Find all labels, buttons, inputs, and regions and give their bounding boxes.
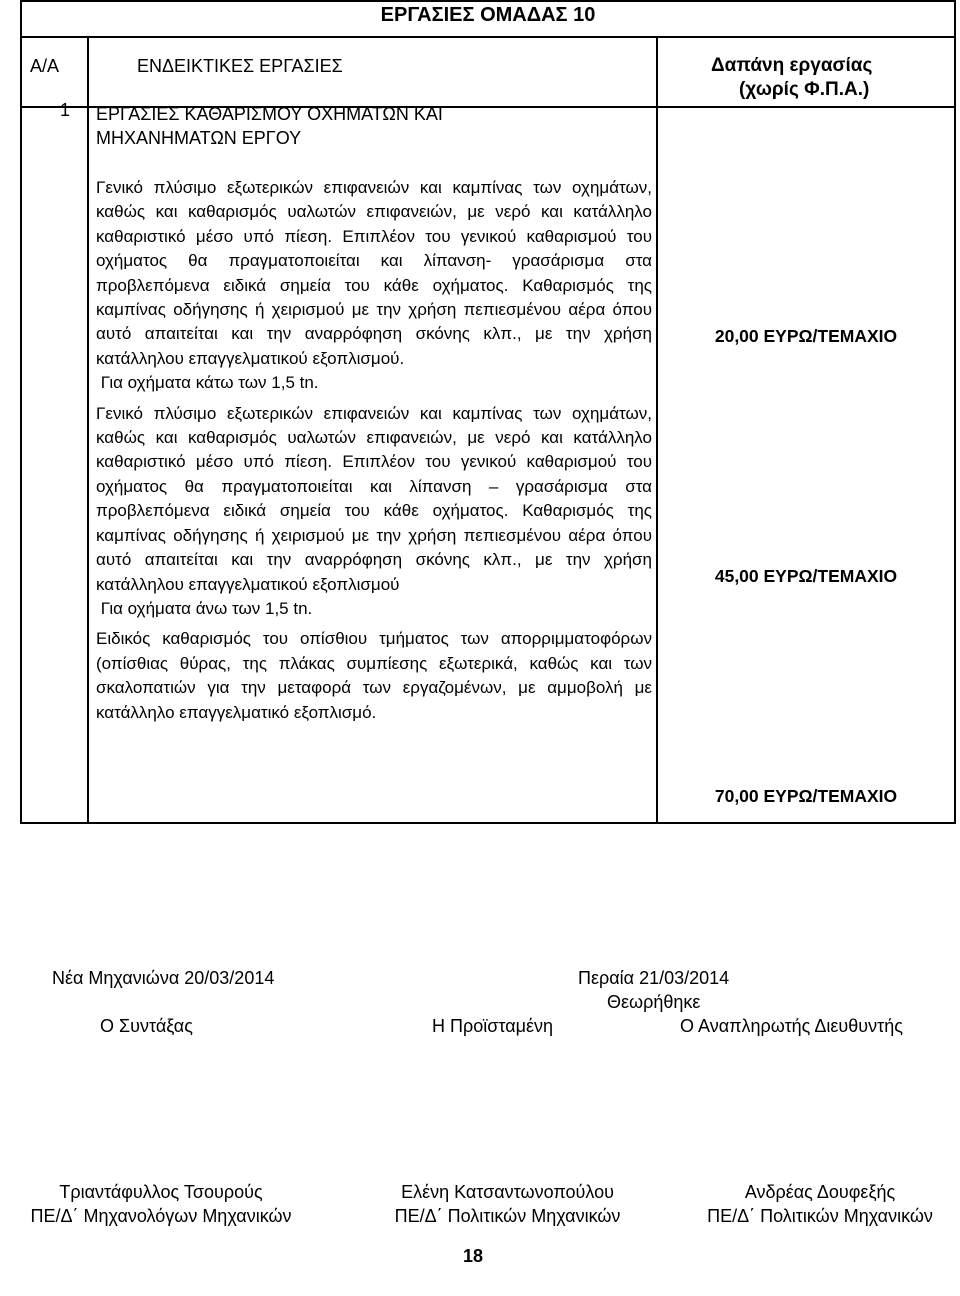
role-author: Ο Συντάξας [100, 1016, 193, 1036]
price-item-1: 20,00 ΕΥΡΩ/ΤΕΜΑΧΙΟ [714, 326, 898, 346]
reviewed-label: Θεωρήθηκε [607, 992, 701, 1012]
items-cell [88, 172, 657, 823]
header-cost-cell [657, 37, 955, 107]
page-number: 18 [462, 1246, 484, 1266]
group-title-cell [88, 104, 657, 172]
title-head: ΠΕ/Δ΄ Πολιτικών Μηχανικών [394, 1206, 621, 1226]
place-date-right: Περαία 21/03/2014 [578, 968, 730, 988]
item-2-description: Γενικό πλύσιμο εξωτερικών επιφανειών και καμπίνας των οχημάτων, καθώς και καθαρισμός υαλωτών επιφανειών, με νερό και κατάλληλο καθαριστικό μέσο υπό πίεση. Επιπλέον του γενικού καθαρισμού του οχήματος θα πραγματοποιείται και λίπανση – γρασάρισμα στα προβλεπόμενα ειδικά σημεία του κάθε οχήματος. Καθαρισμός της καμπίνας οδήγησης ή χειρισμού με την χρήση πεπιεσμένου αέρα όπου αυτό απαιτείται και την αναρρόφηση σκόνης κλπ., με την χρήση κατάλληλου επαγγελματικού εξοπλισμού [96, 403, 652, 594]
group-number-cell [21, 100, 88, 823]
item-1-description: Γενικό πλύσιμο εξωτερικών επιφανειών και καμπίνας των οχημάτων, καθώς και καθαρισμός υαλωτών επιφανειών, με νερό και κατάλληλο καθαριστικό μέσο υπό πίεση. Επιπλέον του γενικού καθαρισμού του οχήματος θα πραγματοποιείται και λίπανση- γρασάρισμα στα προβλεπόμενα ειδικά σημεία του κάθε οχήματος. Καθαρισμός της καμπίνας οδήγησης ή χειρισμού με την χρήση πεπιεσμένου αέρα όπου αυτό απαιτείται και την αναρρόφηση σκόνης κλπ., με την χρήση κατάλληλου επαγγελματικού εξοπλισμού. [96, 178, 652, 368]
header-cost-line2: (χωρίς Φ.Π.Α.) [739, 79, 870, 100]
group-title-line2: ΜΗΧΑΝΗΜΑΤΩΝ ΕΡΓΟΥ [96, 128, 302, 148]
title-deputy: ΠΕ/Δ΄ Πολιτικών Μηχανικών [707, 1206, 933, 1226]
place-date-left: Νέα Μηχανιώνα 20/03/2014 [52, 968, 275, 988]
header-cost-line1: Δαπάνη εργασίας [711, 55, 873, 76]
item-3-description: Ειδικός καθαρισμός του οπίσθιου τμήματος των απορριμματοφόρων (οπίσθιας θύρας, της πλάκας συμπίεσης εξωτερικά, καθώς και των σκαλοπατιών για την μεταφορά των εργαζομένων, με αμμοβολή με κατάλληλο επαγγελματικό εξοπλισμό. [96, 629, 652, 722]
name-head: Ελένη Κατσαντωνοπούλου [401, 1182, 614, 1202]
item-1-note: Για οχήματα κάτω των 1,5 tn. [96, 373, 319, 393]
title-author: ΠΕ/Δ΄ Μηχανολόγων Μηχανικών [30, 1206, 292, 1226]
header-aa: Α/Α [30, 56, 60, 76]
works-table [20, 0, 956, 824]
prices-cell [657, 107, 955, 823]
price-item-2: 45,00 ΕΥΡΩ/ΤΕΜΑΧΙΟ [714, 566, 898, 586]
header-works-cell [88, 37, 657, 107]
header-aa-cell [21, 37, 88, 107]
item-2-note: Για οχήματα άνω των 1,5 tn. [96, 598, 313, 618]
role-head: Η Προϊσταμένη [432, 1016, 554, 1036]
header-works: ΕΝΔΕΙΚΤΙΚΕΣ ΕΡΓΑΣΙΕΣ [137, 56, 343, 76]
section-title-cell [21, 1, 955, 37]
role-deputy: Ο Αναπληρωτής Διευθυντής [680, 1016, 903, 1036]
section-title: ΕΡΓΑΣΙΕΣ ΟΜΑΔΑΣ 10 [380, 4, 596, 26]
name-author: Τριαντάφυλλος Τσουρούς [59, 1182, 263, 1202]
name-deputy: Ανδρέας Δουφεξής [744, 1182, 896, 1202]
group-title-line1: ΕΡΓΑΣΙΕΣ ΚΑΘΑΡΙΣΜΟΥ ΟΧΗΜΑΤΩΝ ΚΑΙ [96, 104, 443, 124]
group-number: 1 [60, 100, 71, 120]
price-item-3: 70,00 ΕΥΡΩ/ΤΕΜΑΧΙΟ [714, 786, 898, 806]
